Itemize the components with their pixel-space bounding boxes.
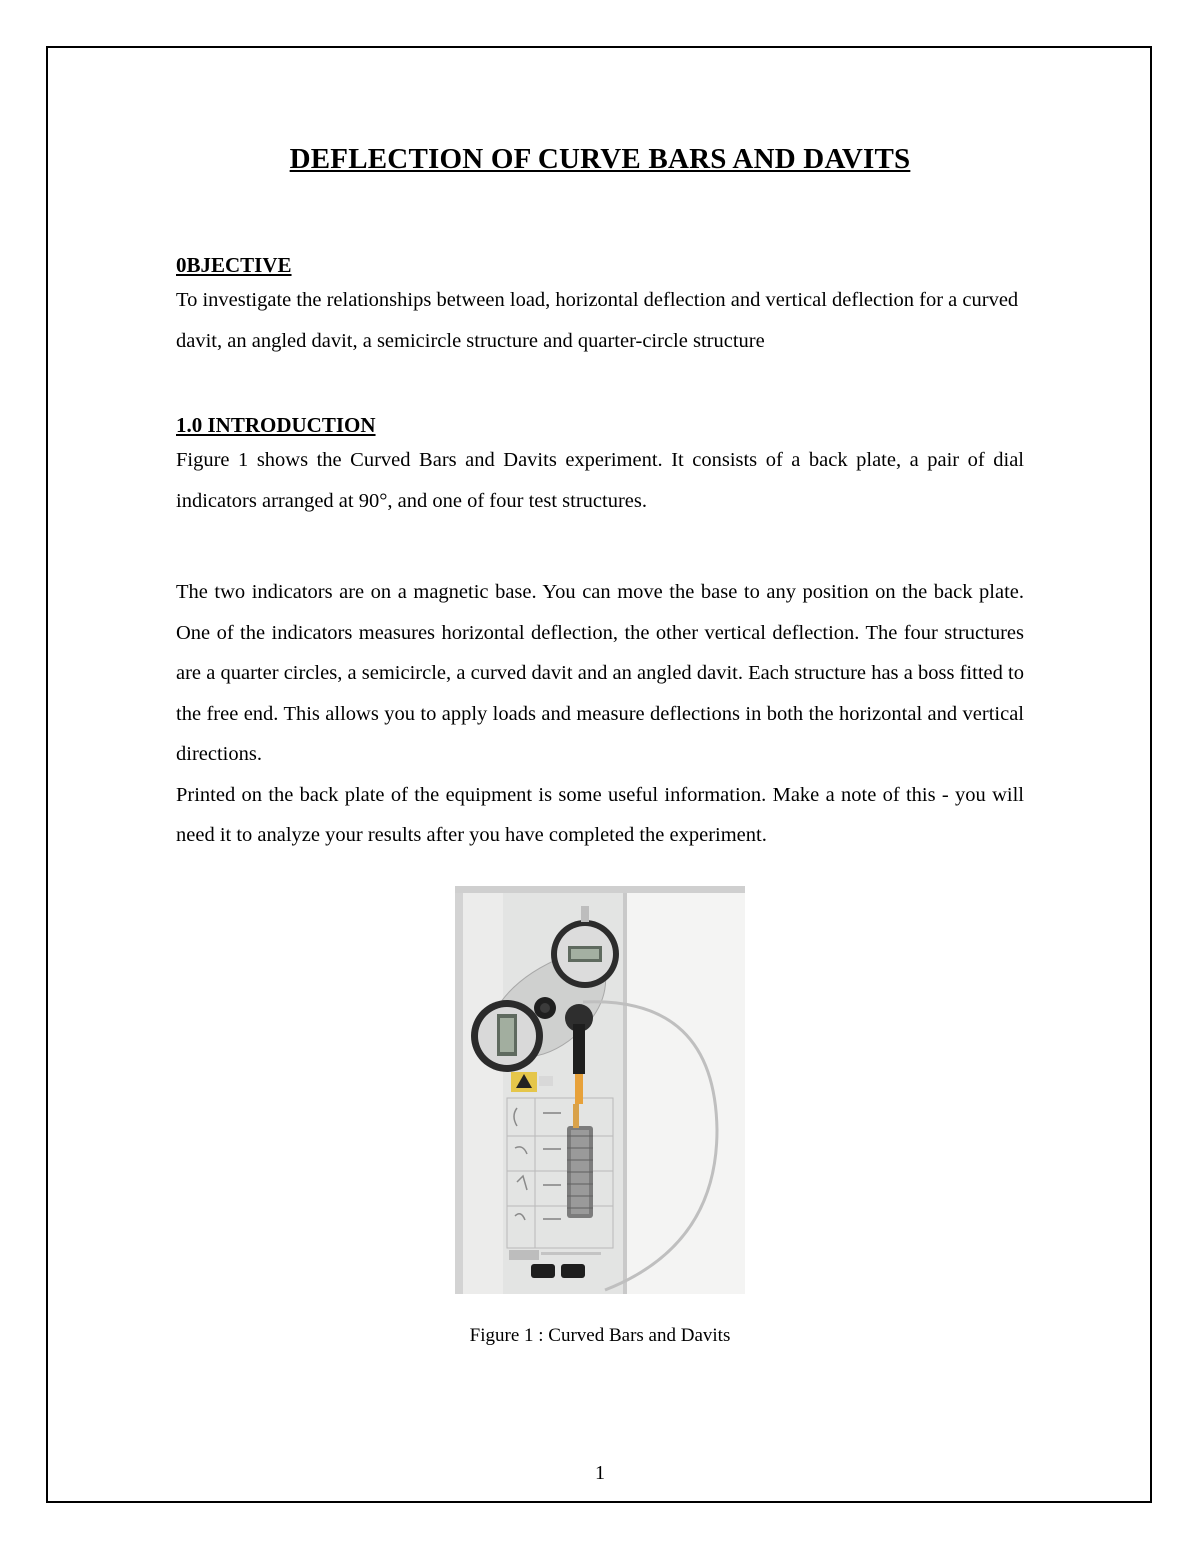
introduction-heading: 1.0 INTRODUCTION [176, 413, 376, 437]
document-title: DEFLECTION OF CURVE BARS AND DAVITS [289, 143, 911, 175]
introduction-paragraph-1: Figure 1 shows the Curved Bars and Davits experiment. It consists of a back plate, a pair of dial indicators arranged at 90°, and one of four test structures. [176, 449, 1024, 512]
equipment-photo [455, 886, 745, 1294]
page-number: 1 [595, 1462, 605, 1484]
introduction-paragraph-3: Printed on the back plate of the equipment is some useful information. Make a note of this - you will need it to analyze your results after you have completed the experiment. [176, 783, 1024, 846]
objective-section [176, 250, 1024, 361]
figure-caption: Figure 1 : Curved Bars and Davits [469, 1325, 731, 1346]
objective-text: To investigate the relationships between load, horizontal deflection and vertical deflection for a curved davit, an angled davit, a semicircle structure and quarter-circle structure [176, 289, 1019, 352]
objective-heading: 0BJECTIVE [176, 253, 292, 277]
introduction-paragraph-2: The two indicators are on a magnetic base. You can move the base to any position on the back plate. One of the indicators measures horizontal deflection, the other vertical deflection. The four structures are a quarter circles, a semicircle, a curved davit and an angled davit. Each structure has a boss fitted to the free end. This allows you to apply loads and measure deflections in both the horizontal and vertical directions. [176, 581, 1024, 765]
introduction-body [176, 572, 1024, 856]
introduction-section [176, 410, 1024, 521]
